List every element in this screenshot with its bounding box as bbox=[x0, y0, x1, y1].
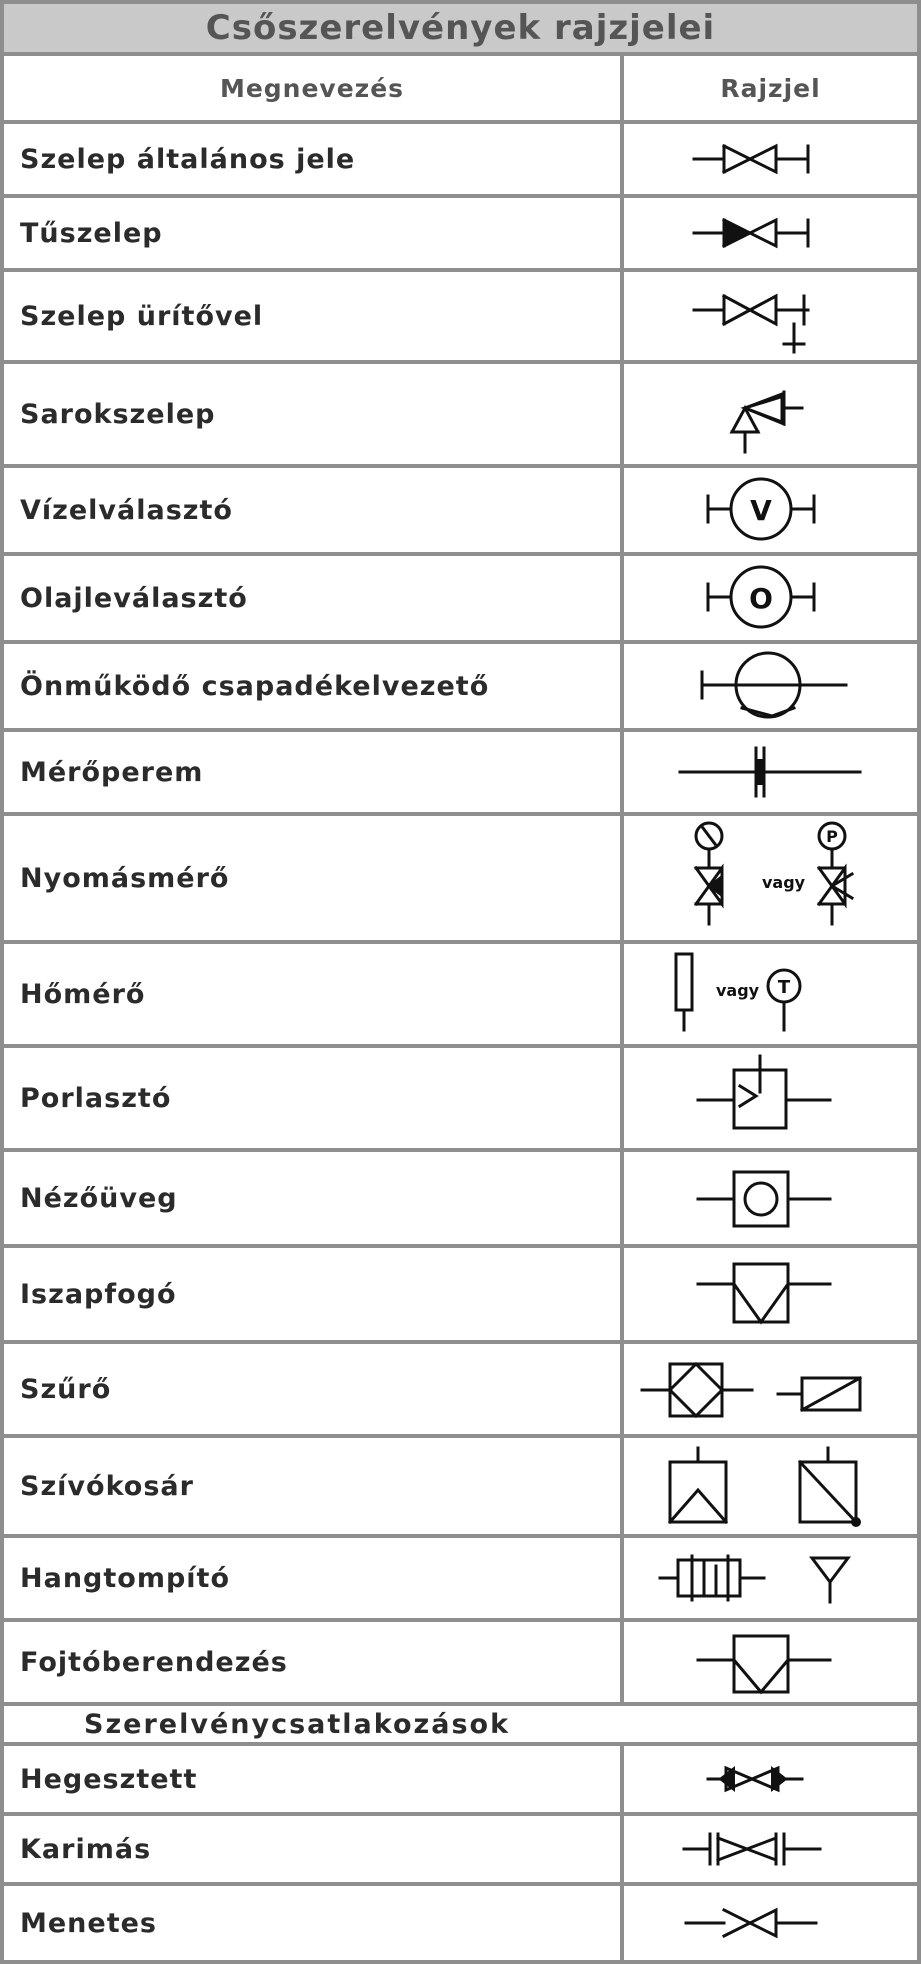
table-row bbox=[4, 1152, 917, 1244]
section-title: Szerelvénycsatlakozások bbox=[4, 1706, 917, 1742]
row-label: Szelep általános jele bbox=[4, 124, 620, 194]
pressure-gauge-icon bbox=[624, 816, 917, 940]
table-row bbox=[4, 198, 917, 268]
flanged-connection-icon bbox=[624, 1816, 917, 1882]
row-label: Sarokszelep bbox=[4, 364, 620, 464]
angle-valve-icon bbox=[624, 364, 917, 464]
table-header bbox=[4, 56, 917, 120]
welded-connection-icon bbox=[624, 1746, 917, 1812]
or-text: vagy bbox=[716, 981, 760, 1000]
throttle-icon bbox=[624, 1622, 917, 1702]
silencer-icon bbox=[624, 1538, 917, 1618]
table-row bbox=[4, 1622, 917, 1702]
threaded-connection-icon bbox=[624, 1886, 917, 1960]
row-label: Hegesztett bbox=[4, 1746, 620, 1812]
row-label: Menetes bbox=[4, 1886, 620, 1960]
atomizer-icon bbox=[624, 1048, 917, 1148]
separator-letter: O bbox=[749, 582, 773, 615]
table-row bbox=[4, 272, 917, 360]
suction-strainer-icon bbox=[624, 1438, 917, 1534]
table-row bbox=[4, 644, 917, 728]
sight-glass-icon bbox=[624, 1152, 917, 1244]
table-row bbox=[4, 1248, 917, 1340]
table-row bbox=[4, 1816, 917, 1882]
row-label: Mérőperem bbox=[4, 732, 620, 812]
table-row bbox=[4, 1746, 917, 1812]
table-row bbox=[4, 732, 917, 812]
valve-general-icon bbox=[624, 124, 917, 194]
row-label: Olajleválasztó bbox=[4, 556, 620, 640]
oil-separator-icon bbox=[624, 556, 917, 640]
table-row bbox=[4, 1538, 917, 1618]
steam-trap-icon bbox=[624, 644, 917, 728]
row-label: Nézőüveg bbox=[4, 1152, 620, 1244]
row-label: Porlasztó bbox=[4, 1048, 620, 1148]
needle-valve-icon bbox=[624, 198, 917, 268]
water-separator-icon bbox=[624, 468, 917, 552]
row-label: Hőmérő bbox=[4, 944, 620, 1044]
separator-letter: V bbox=[750, 494, 772, 527]
table-row bbox=[4, 124, 917, 194]
row-label: Szűrő bbox=[4, 1344, 620, 1434]
row-label: Hangtompító bbox=[4, 1538, 620, 1618]
row-label: Vízelválasztó bbox=[4, 468, 620, 552]
row-label: Nyomásmérő bbox=[4, 816, 620, 940]
table-row bbox=[4, 1438, 917, 1534]
filter-icon bbox=[624, 1344, 917, 1434]
table-title: Csőszerelvények rajzjelei bbox=[4, 4, 917, 52]
row-label: Fojtóberendezés bbox=[4, 1622, 620, 1702]
row-label: Szívókosár bbox=[4, 1438, 620, 1534]
row-label: Iszapfogó bbox=[4, 1248, 620, 1340]
row-label: Önműködő csapadékelvezető bbox=[4, 644, 620, 728]
sludge-trap-icon bbox=[624, 1248, 917, 1340]
thermometer-letter: T bbox=[777, 977, 791, 998]
table-row bbox=[4, 1886, 917, 1960]
thermometer-icon bbox=[624, 944, 917, 1044]
table-row bbox=[4, 364, 917, 464]
table-row bbox=[4, 556, 917, 640]
header-symbol: Rajzjel bbox=[624, 56, 917, 120]
header-name: Megnevezés bbox=[4, 56, 620, 120]
row-label: Karimás bbox=[4, 1816, 620, 1882]
row-label: Szelep ürítővel bbox=[4, 272, 620, 360]
or-text: vagy bbox=[762, 873, 806, 892]
table-row bbox=[4, 1344, 917, 1434]
row-label: Tűszelep bbox=[4, 198, 620, 268]
orifice-plate-icon bbox=[624, 732, 917, 812]
valve-drain-icon bbox=[624, 272, 917, 360]
table-row bbox=[4, 468, 917, 552]
gauge-letter: P bbox=[826, 827, 838, 846]
table-row bbox=[4, 944, 917, 1044]
table-row bbox=[4, 816, 917, 940]
table-row bbox=[4, 1048, 917, 1148]
